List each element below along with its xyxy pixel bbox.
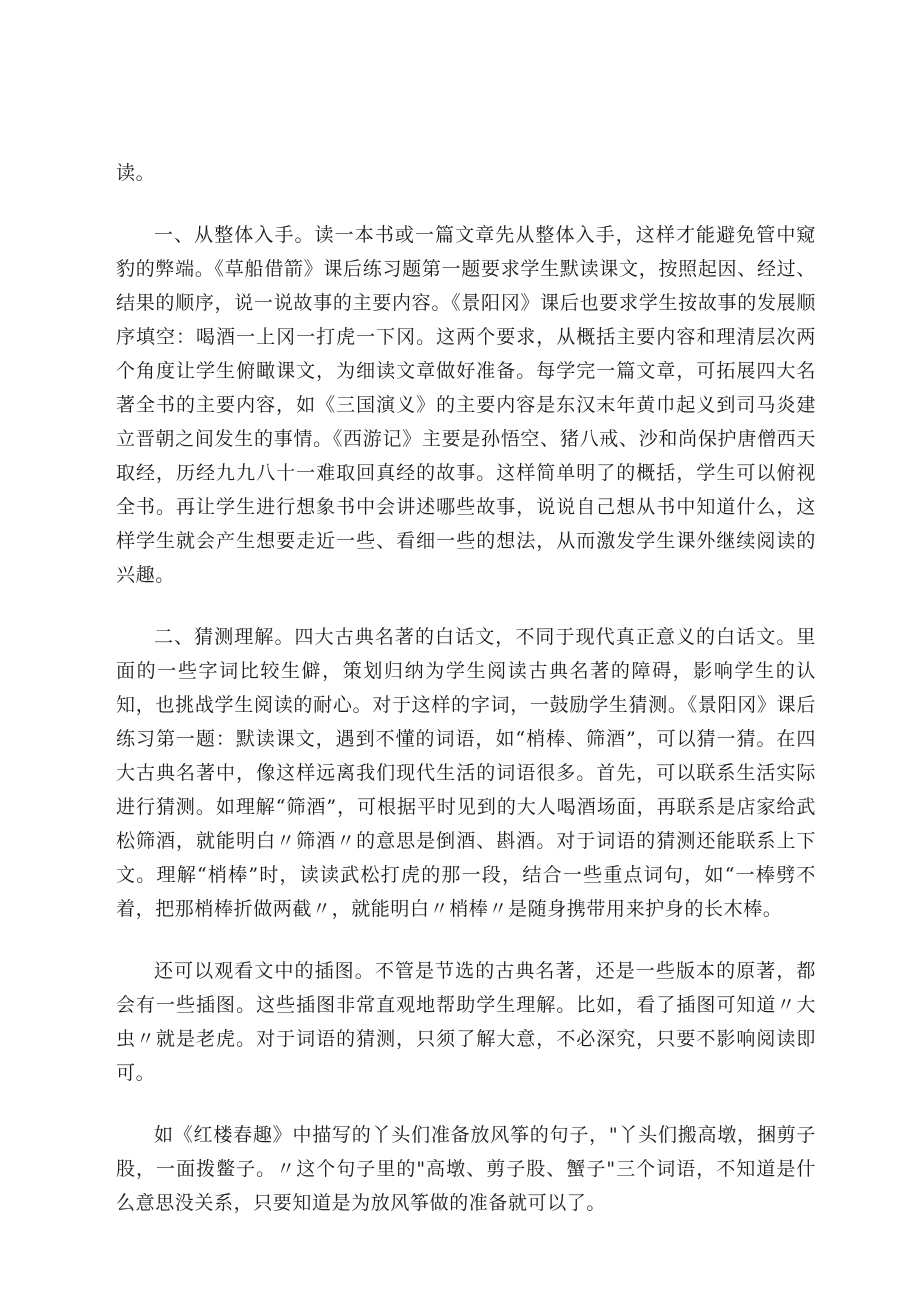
paragraph-red-chamber-example: 如《红楼春趣》中描写的丫头们准备放风筝的句子，"丫头们搬高墩，捆剪子股，一面拨鳖子。〃这个句子里的"高墩、剪子股、蟹子"三个词语，不知道是什么意思没关系，只要知道是为放风筝做的准备就可以了。 [116,1124,816,1214]
paragraph-continuation: 读。 [116,162,156,184]
document-body [116,156,816,1220]
paragraph-guess-understanding: 二、猜测理解。四大古典名著的白话文，不同于现代真正意义的白话文。里面的一些字词比较生僻，策划归纳为学生阅读古典名著的障碍，影响学生的认知，也挑战学生阅读的耐心。对于这样的字词，一鼓励学生猜测。《景阳冈》课后练习第一题：默读课文，遇到不懂的词语，如“梢棒、筛酒”，可以猜一猜。在四大古典名著中，像这样远离我们现代生活的词语很多。首先，可以联系生活实际进行猜测。如理解“筛酒”，可根据平时见到的大人喝酒场面，再联系是店家给武松筛酒，就能明白〃筛酒〃的意思是倒酒、斟酒。对于词语的猜测还能联系上下文。理解“梢棒”时，读读武松打虎的那一段，结合一些重点词句，如“一棒劈不着，把那梢棒折做两截〃，就能明白〃梢棒〃是随身携带用来护身的长木棒。 [116,626,816,920]
paragraph-illustrations: 还可以观看文中的插图。不管是节选的古典名著，还是一些版本的原著，都会有一些插图。这些插图非常直观地帮助学生理解。比如，看了插图可知道〃大虫〃就是老虎。对于词语的猜测，只须了解大意，不必深究，只要不影响阅读即可。 [116,960,816,1084]
paragraph-holistic-reading: 一、从整体入手。读一本书或一篇文章先从整体入手，这样才能避免管中窥豹的弊端。《草船借箭》课后练习题第一题要求学生默读课文，按照起因、经过、结果的顺序，说一说故事的主要内容。《景阳冈》课后也要求学生按故事的发展顺序填空：喝酒一上冈一打虎一下冈。这两个要求，从概括主要内容和理清层次两个角度让学生俯瞰课文，为细读文章做好准备。每学完一篇文章，可拓展四大名著全书的主要内容，如《三国演义》的主要内容是东汉末年黄巾起义到司马炎建立晋朝之间发生的事情。《西游记》主要是孙悟空、猪八戒、沙和尚保护唐僧西天取经，历经九九八十一难取回真经的故事。这样简单明了的概括，学生可以俯视全书。再让学生进行想象书中会讲述哪些故事，说说自己想从书中知道什么，这样学生就会产生想要走近一些、看细一些的想法，从而激发学生课外继续阅读的兴趣。 [116,224,816,586]
